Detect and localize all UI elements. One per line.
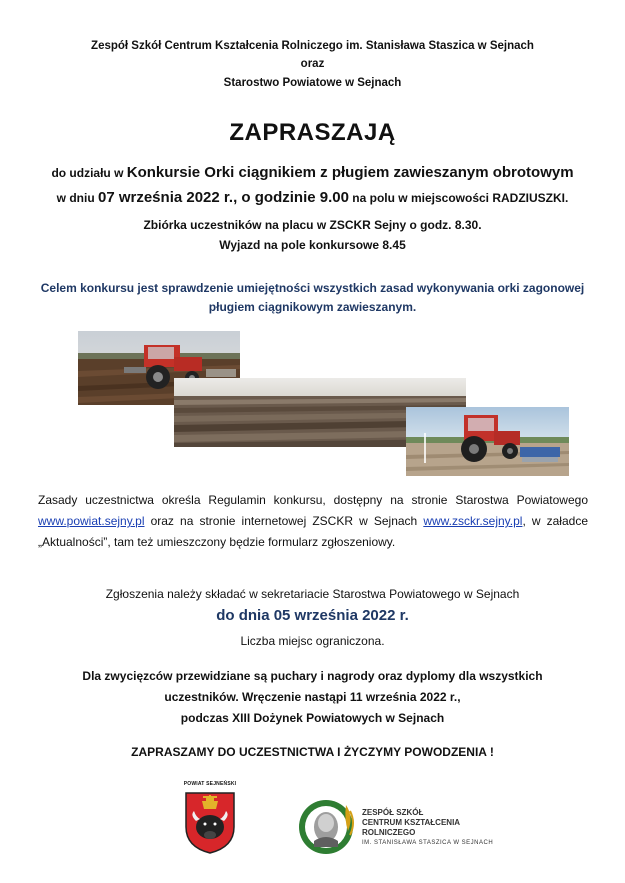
page-title: ZAPRASZAJĄ [229,119,396,146]
prizes-line-3: podczas XIII Dożynek Powiatowych w Sejnach [180,711,445,725]
zsckr-link[interactable]: www.zsckr.sejny.pl [423,514,523,528]
school-name-line: ROLNICZEGO [362,828,416,837]
school-emblem-icon [298,797,358,857]
tractor-photo-2 [406,407,569,476]
school-name-subline: IM. STANISŁAWA STASZICA W SEJNACH [362,840,494,846]
prizes-line-2: uczestników. Wręczenie nastąpi 11 września 2022 r., [164,690,461,704]
contest-goal: Celem konkursu jest sprawdzenie umiejętności wszystkich zasad wykonywania orki zagonowej pługiem ciągnikowym zawieszanym. [40,281,585,314]
invitation-text: do udziału w [51,166,127,180]
invitation-text: w dniu [56,191,98,205]
rules-text: Zasady uczestnictwa określa Regulamin konkursu, dostępny na stronie Starostwa Powiatowego [38,493,588,507]
limited-places-note: Liczba miejsc ograniczona. [240,634,385,648]
rules-text: oraz na stronie internetowej ZSCKR w Sejnach [144,514,424,528]
organizer-conjunction: oraz [300,58,325,70]
assembly-info: Zbiórka uczestników na placu w ZSCKR Sejny o godz. 8.30. [143,218,482,232]
contest-location: na polu w miejscowości RADZIUSZKI. [348,191,569,205]
school-name [362,808,493,848]
school-logo [298,797,358,857]
organizer-line-2: Starostwo Powiatowe w Sejnach [223,77,402,89]
application-deadline: do dnia 05 września 2022 r. [216,607,409,624]
departure-info: Wyjazd na pole konkursowe 8.45 [219,238,406,252]
powiat-link[interactable]: www.powiat.sejny.pl [38,514,145,528]
invitation-line-2 [0,189,625,206]
crest-shield-icon [182,789,238,855]
closing-message: ZAPRASZAMY DO UCZESTNICTWA I ŻYCZYMY POWODZENIA ! [131,745,494,759]
prizes-line-1: Dla zwycięzców przewidziane są puchary i nagrody oraz dyplomy dla wszystkich [82,669,543,683]
application-info: Zgłoszenia należy składać w sekretariacie Starostwa Powiatowego w Sejnach [105,587,520,601]
invitation-text: , o godzinie [233,189,320,206]
rules-paragraph [38,490,588,553]
contest-date: 07 września 2022 r. [97,189,234,206]
contest-name: Konkursie Orki ciągnikiem z pługiem zawieszanym obrotowym [126,164,574,181]
school-name-line: CENTRUM KSZTAŁCENIA [362,818,461,827]
organizer-line-1: Zespół Szkół Centrum Kształcenia Rolniczego im. Stanisława Staszica w Sejnach [91,40,534,52]
invitation-line-1 [0,164,625,181]
contest-time: 9.00 [319,189,349,206]
rules-text: , w załadce „Aktualności”, tam też umieszczony będzie formularz zgłoszeniowy. [38,514,588,549]
school-name-line: ZESPÓŁ SZKÓŁ [362,808,424,817]
county-crest [178,781,242,861]
crest-label: POWIAT SEJNEŃSKI [183,781,237,787]
